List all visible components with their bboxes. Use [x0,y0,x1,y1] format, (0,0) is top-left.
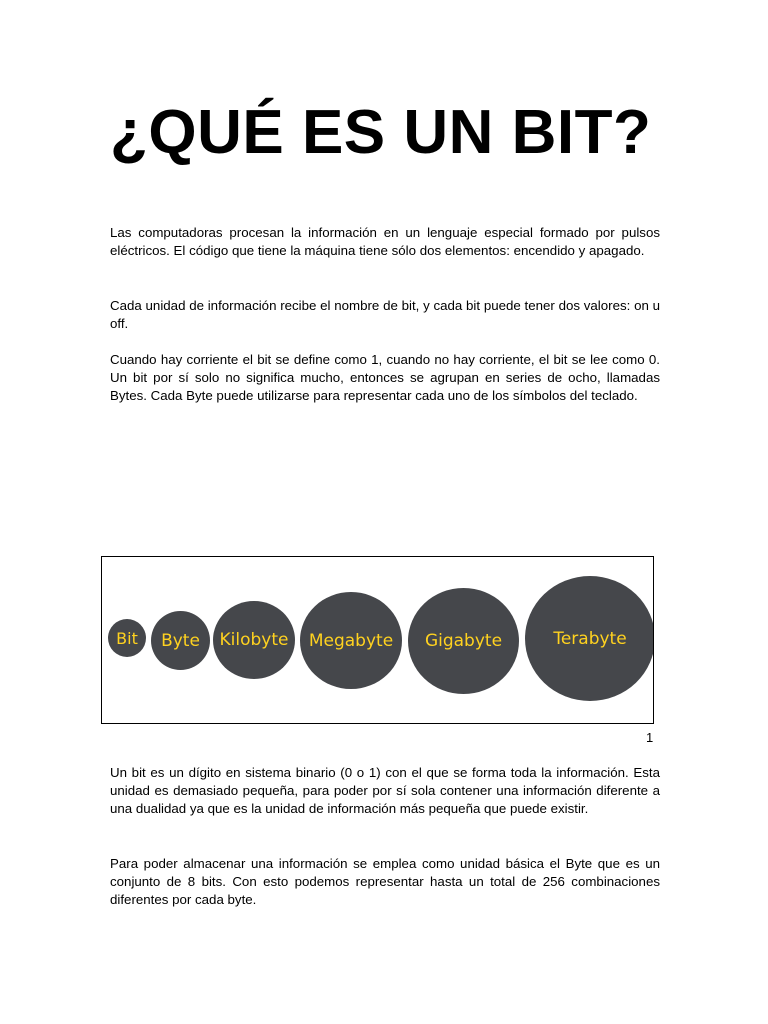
data-units-figure [101,556,654,724]
unit-circle-bit: Bit [108,619,146,657]
document-title: ¿QUÉ ES UN BIT? [110,98,652,167]
paragraph-bytes: Cuando hay corriente el bit se define como 1, cuando no hay corriente, el bit se lee como 0. Un bit por sí solo no significa mucho, entonces se agrupan en series de ocho, llamadas Bytes. Cada Byte puede utilizarse para representar cada uno de los símbolos del teclado. [110,352,660,404]
paragraph-bit-values: Cada unidad de información recibe el nombre de bit, y cada bit puede tener dos valores: on u off. [110,298,660,332]
paragraph-intro: Las computadoras procesan la información en un lenguaje especial formado por pulsos eléctricos. El código que tiene la máquina tiene sólo dos elementos: encendido y apagado. [110,225,660,259]
paragraph-byte-storage: Para poder almacenar una información se emplea como unidad básica el Byte que es un conjunto de 8 bits. Con esto podemos representar hasta un total de 256 combinaciones diferentes por cada byte. [110,856,660,908]
unit-circle-kilobyte: Kilobyte [213,601,295,679]
unit-circle-megabyte: Megabyte [300,592,402,689]
unit-circle-gigabyte: Gigabyte [408,588,519,694]
unit-circle-terabyte: Terabyte [525,576,654,701]
page-number: 1 [646,730,654,745]
paragraph-binary-digit: Un bit es un dígito en sistema binario (0 o 1) con el que se forma toda la información. Esta unidad es demasiado pequeña, para poder por sí sola contener una información diferente a una dualidad ya que es la unidad de información más pequeña que puede existir. [110,765,660,817]
unit-circle-byte: Byte [151,611,210,670]
